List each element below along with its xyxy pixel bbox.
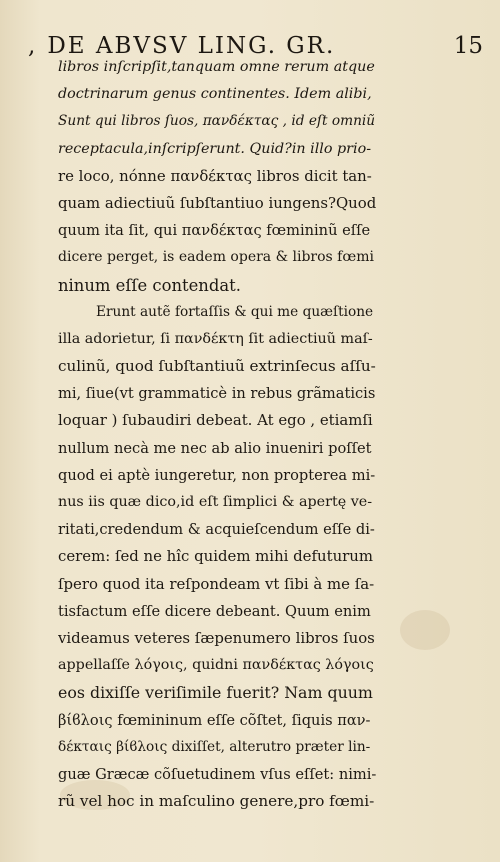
text-line: Erunt autẽ fortaſſis & qui me quæſtione [96,303,374,320]
page-number: 15 [453,33,483,59]
text-line: appellaſſe λόγοις, quidni πανδέκτας λόγοις [58,657,374,674]
text-line: nullum necà me nec ab alio inueniri poſſet [58,439,372,457]
text-line: βίϐλοις fœmininum eſſe cõſtet, ſiquis παν- [58,711,371,729]
text-line: eos dixiſſe veriſimile fuerit? Nam quum [58,683,373,703]
text-line: culinũ, quod ſubſtantiuũ extrinſecus aſſu- [58,357,376,376]
text-line: nus iis quæ dico,id eſt ſimplici & apertę ve- [58,494,373,510]
text-line: δέκταις βίϐλοις dixiſſet, alterutro præter lin- [58,738,371,755]
text-line: rũ vel hoc in maſculino genere,pro fœmi- [58,792,375,811]
text-line: doctrinarum genus continentes. Idem alibi, [58,86,372,103]
text-line: cerem: ſed ne hîc quidem mihi defuturum [58,547,374,566]
text-line: loquar ) ſubaudiri debeat. At ego , etiamſi [58,411,373,430]
running-title: DE ABVSV LING. GR. [47,33,336,59]
text-line: ſpero quod ita reſpondeam vt ſibi à me ſa- [58,574,375,593]
header-mark: , [28,33,38,59]
text-line: guæ Græcæ cõſuetudinem vſus eſſet: nimi- [58,765,376,783]
text-line: videamus veteres ſæpenumero libros ſuos [58,628,375,647]
text-line: quod ei aptè iungeretur, non propterea mi- [58,466,376,484]
text-line: ninum eſſe contendat. [58,275,241,295]
text-line: Sunt qui libros ſuos, πανδέκτας , id eſt omniũ [58,113,376,130]
text-line: receptacula,inſcripſerunt. Quid?in illo prio- [58,140,372,157]
text-line: libros inſcripſit,tanquam omne rerum atque [58,59,375,75]
text-line: re loco, nónne πανδέκτας libros dicit tan- [58,166,372,185]
text-line: ritati,credendum & acquieſcendum eſſe di- [58,521,375,539]
text-line: illa adorietur, ſi πανδέκτη ſit adiectiuũ maſ- [58,330,373,347]
text-line: quum ita ſit, qui πανδέκτας fœmininũ eſſe [58,222,371,240]
text-line: tisfactum eſſe dicere debeant. Quum enim [58,602,371,620]
text-line: mi, ſiue(vt grammaticè in rebus grãmaticis [58,385,376,403]
paper-stain [400,610,450,650]
text-block [58,54,376,815]
text-line: dicere perget, is eadem opera & libros fœmi [58,249,374,266]
text-line: quam adiectiuũ ſubſtantiuo iungens?Quod [58,193,376,212]
